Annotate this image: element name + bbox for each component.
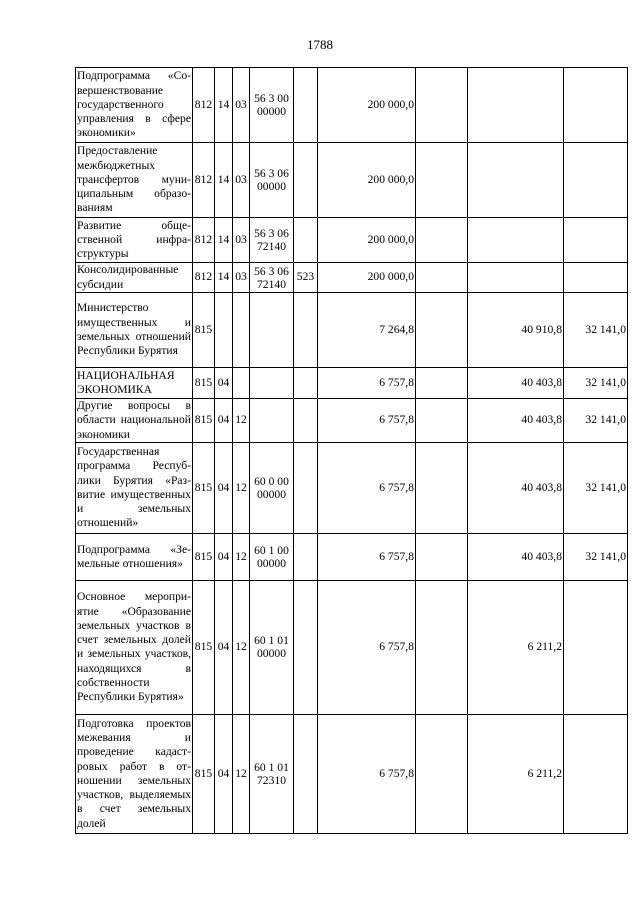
program-code [250,580,294,714]
amount-col-4 [564,218,628,263]
table-row [76,68,628,143]
section-code: 04 [215,580,233,714]
amount-col-2 [416,399,468,443]
amount-col-1: 6 757,8 [318,580,416,714]
subsection-code [233,293,250,368]
admin-code: 815 [193,399,215,443]
expense-type-code [294,714,318,833]
program-code [250,143,294,218]
expense-type-code [294,143,318,218]
table-row [76,714,628,833]
program-code [250,293,294,368]
amount-col-2 [416,143,468,218]
table-row [76,293,628,368]
budget-table [75,67,628,834]
program-code-line-2: 00000 [257,487,286,501]
row-name: Подготовка проектов межевания и проведение кадастровых работ в отношении земельных участков, выделяемых в счет земельных долей [76,714,193,833]
subsection-code: 03 [233,218,250,263]
amount-col-3: 6 211,2 [468,580,564,714]
row-name: Консолидированные субсидии [76,263,193,293]
amount-col-1: 6 757,8 [318,368,416,399]
expense-type-code [294,580,318,714]
program-code-line-2: 00000 [257,180,286,193]
program-code [250,263,294,293]
row-name: Развитие общественной инфраструктуры [76,218,193,263]
amount-col-4: 32 141,0 [564,442,628,533]
table-row [76,218,628,263]
amount-col-4: 32 141,0 [564,293,628,368]
subsection-code: 12 [233,580,250,714]
amount-col-4 [564,580,628,714]
amount-col-3: 40 403,8 [468,368,564,399]
amount-col-3: 40 403,8 [468,399,564,443]
program-code-line-1: 60 1 00 [254,543,289,557]
admin-code: 815 [193,293,215,368]
amount-col-1: 200 000,0 [318,263,416,293]
subsection-code: 12 [233,442,250,533]
program-code [250,68,294,143]
subsection-code: 03 [233,263,250,293]
section-code: 04 [215,533,233,580]
table-row [76,263,628,293]
amount-col-3: 40 403,8 [468,533,564,580]
amount-col-3 [468,218,564,263]
program-code-line-1: 56 3 06 [254,264,289,278]
section-code: 04 [215,714,233,833]
subsection-code: 12 [233,399,250,443]
table-row [76,143,628,218]
program-code-line-1: 56 3 00 [254,92,289,105]
expense-type-code [294,399,318,443]
section-code: 04 [215,399,233,443]
expense-type-code [294,218,318,263]
subsection-code: 12 [233,533,250,580]
amount-col-3: 40 403,8 [468,442,564,533]
row-name: Основное мероприятие «Образование земельных участков в счет земельных долей и земельных участков, находящихся в собственности Республики Бурятия» [76,580,193,714]
admin-code: 815 [193,580,215,714]
expense-type-code [294,368,318,399]
program-code [250,218,294,263]
section-code [215,293,233,368]
subsection-code: 03 [233,68,250,143]
row-name: Подпрограмма «Совершенствование государственного управления в сфере экономики» [76,68,193,143]
program-code [250,533,294,580]
program-code-line-2: 72140 [257,277,286,291]
admin-code: 812 [193,218,215,263]
amount-col-2 [416,533,468,580]
table-body [76,68,628,834]
amount-col-2 [416,580,468,714]
section-code: 14 [215,263,233,293]
program-code-line-2: 72310 [257,773,286,787]
table-row [76,442,628,533]
amount-col-2 [416,263,468,293]
admin-code: 812 [193,263,215,293]
table-row [76,368,628,399]
section-code: 14 [215,143,233,218]
amount-col-4 [564,143,628,218]
amount-col-1: 200 000,0 [318,218,416,263]
program-code [250,399,294,443]
table-row [76,399,628,443]
program-code-line-2: 00000 [257,556,286,570]
program-code-line-1: 60 1 01 [254,760,289,774]
admin-code: 812 [193,143,215,218]
amount-col-1: 7 264,8 [318,293,416,368]
row-name: Министерство имущественных и земельных отношений Республики Бурятия [76,293,193,368]
program-code-line-1: 60 1 01 [254,634,289,648]
amount-col-1: 200 000,0 [318,68,416,143]
subsection-code: 12 [233,714,250,833]
program-code-line-2: 00000 [257,105,286,118]
expense-type-code [294,442,318,533]
row-name: Предоставление межбюджетных трансфертов муниципальным образованиям [76,143,193,218]
admin-code: 815 [193,442,215,533]
amount-col-2 [416,368,468,399]
amount-col-1: 200 000,0 [318,143,416,218]
amount-col-4: 32 141,0 [564,368,628,399]
amount-col-4 [564,263,628,293]
program-code-line-1: 56 3 06 [254,167,289,180]
amount-col-2 [416,442,468,533]
amount-col-1: 6 757,8 [318,533,416,580]
program-code-line-2: 00000 [257,647,286,661]
row-name: Государственная программа Республики Бурятия «Развитие имущественных и земельных отношений» [76,442,193,533]
table-row [76,533,628,580]
admin-code: 815 [193,368,215,399]
table-row [76,580,628,714]
amount-col-4 [564,714,628,833]
amount-col-4: 32 141,0 [564,533,628,580]
row-name: Другие вопросы в области национальной экономики [77,399,191,441]
amount-col-3: 40 910,8 [468,293,564,368]
amount-col-1: 6 757,8 [318,442,416,533]
amount-col-3 [468,263,564,293]
admin-code: 815 [193,533,215,580]
amount-col-1: 6 757,8 [318,399,416,443]
program-code [250,714,294,833]
amount-col-2 [416,218,468,263]
amount-col-4 [564,68,628,143]
amount-col-3 [468,143,564,218]
expense-type-code: 523 [294,263,318,293]
row-name: Подпрограмма «Земельные отношения» [76,533,193,580]
amount-col-4: 32 141,0 [564,399,628,443]
program-code [250,442,294,533]
subsection-code: 03 [233,143,250,218]
program-code [250,368,294,399]
amount-col-3: 6 211,2 [468,714,564,833]
amount-col-2 [416,293,468,368]
row-name: НАЦИОНАЛЬНАЯ ЭКОНОМИКА [76,368,193,399]
subsection-code [233,368,250,399]
admin-code: 815 [193,714,215,833]
admin-code: 812 [193,68,215,143]
amount-col-2 [416,68,468,143]
amount-col-2 [416,714,468,833]
expense-type-code [294,533,318,580]
expense-type-code [294,293,318,368]
section-code: 14 [215,218,233,263]
amount-col-1: 6 757,8 [318,714,416,833]
expense-type-code [294,68,318,143]
page-number: 1788 [307,37,333,52]
section-code: 04 [215,368,233,399]
amount-col-3 [468,68,564,143]
program-code-line-2: 72140 [257,240,286,253]
program-code-line-1: 60 0 00 [254,474,289,488]
section-code: 14 [215,68,233,143]
section-code: 04 [215,442,233,533]
program-code-line-1: 56 3 06 [254,227,289,240]
